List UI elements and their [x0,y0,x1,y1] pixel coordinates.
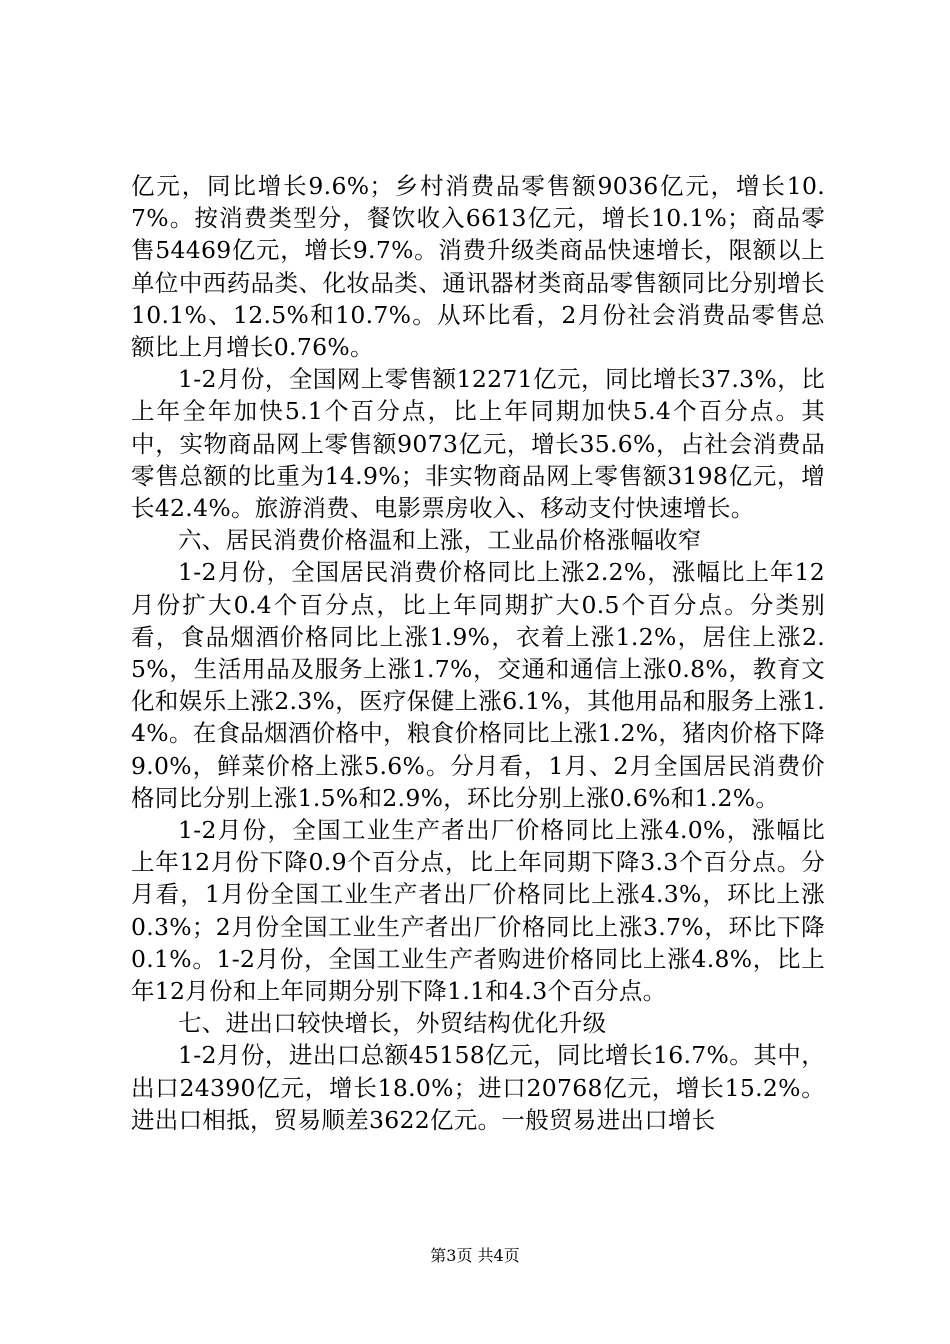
paragraph-trade: 1-2月份，进出口总额45158亿元，同比增长16.7%。其中，出口24390亿元，增长18.0%；进口20768亿元，增长15.2%。进出口相抵，贸易顺差3622亿元。一般贸易进出口增长 [131,1041,825,1134]
section-heading-six: 六、居民消费价格温和上涨，工业品价格涨幅收窄 [178,526,702,555]
document-body [131,170,825,1136]
paragraph-continuation: 亿元，同比增长9.6%；乡村消费品零售额9036亿元，增长10.7%。按消费类型分，餐饮收入6613亿元，增长10.1%；商品零售54469亿元，增长9.7%。消费升级类商品快速增长，限额以上单位中西药品类、化妆品类、通讯器材类商品零售额同比分别增长10.1%、12.5%和10.7%。从环比看，2月份社会消费品零售总额比上月增长0.76%。 [131,172,825,362]
page-footer: 第3页 共4页 [430,1246,520,1265]
paragraph-online-retail: 1-2月份，全国网上零售额12271亿元，同比增长37.3%，比上年全年加快5.1个百分点，比上年同期加快5.4个百分点。其中，实物商品网上零售额9073亿元，增长35.6%，占社会消费品零售总额的比重为14.9%；非实物商品网上零售额3198亿元，增长42.4%。旅游消费、电影票房收入、移动支付快速增长。 [131,365,825,523]
paragraph-consumer-prices: 1-2月份，全国居民消费价格同比上涨2.2%，涨幅比上年12月份扩大0.4个百分点，比上年同期扩大0.5个百分点。分类别看，食品烟酒价格同比上涨1.9%，衣着上涨1.2%，居住上涨2.5%，生活用品及服务上涨1.7%，交通和通信上涨0.8%，教育文化和娱乐上涨2.3%，医疗保健上涨6.1%，其他用品和服务上涨1.4%。在食品烟酒价格中，粮食价格同比上涨1.2%，猪肉价格下降9.0%，鲜菜价格上涨5.6%。分月看，1月、2月全国居民消费价格同比分别上涨1.5%和2.9%，环比分别上涨0.6%和1.2%。 [131,558,825,812]
section-heading-seven: 七、进出口较快增长，外贸结构优化升级 [178,1009,607,1038]
paragraph-producer-prices: 1-2月份，全国工业生产者出厂价格同比上涨4.0%，涨幅比上年12月份下降0.9个百分点，比上年同期下降3.3个百分点。分月看，1月份全国工业生产者出厂价格同比上涨4.3%，环比上涨0.3%；2月份全国工业生产者出厂价格同比上涨3.7%，环比下降0.1%。1-2月份，全国工业生产者购进价格同比上涨4.8%，比上年12月份和上年同期分别下降1.1和4.3个百分点。 [131,816,825,1006]
